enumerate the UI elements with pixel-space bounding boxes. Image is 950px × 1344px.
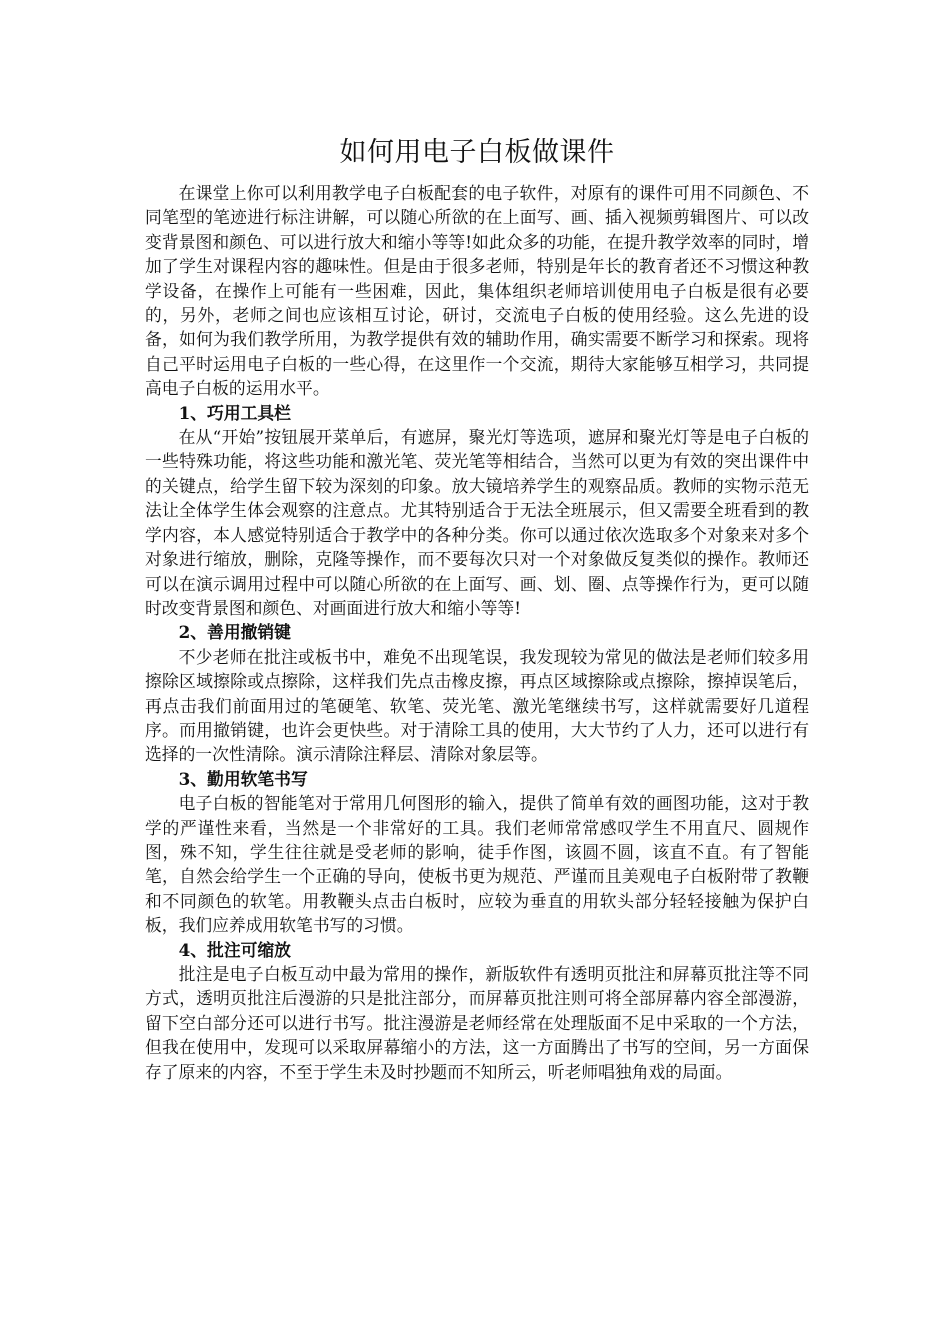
section-body-annotation-zoom: 批注是电子白板互动中最为常用的操作，新版软件有透明页批注和屏幕页批注等不同方式，透明页批注后漫游的只是批注部分，而屏幕页批注则可将全部屏幕内容全部漫游，留下空白部分还可以进行书写。批注漫游是老师经常在处理版面不足中采取的一个方法，但我在使用中，发现可以采取屏幕缩小的方法，这一方面腾出了书写的空间，另一方面保存了原来的内容，不至于学生未及时抄题而不知所云，听老师唱独角戏的局面。 [145, 964, 809, 1082]
section-body-toolbar: 在从“开始”按钮展开菜单后，有遮屏，聚光灯等选项，遮屏和聚光灯等是电子白板的一些特殊功能，将这些功能和激光笔、荧光笔等相结合，当然可以更为有效的突出课件中的关键点，给学生留下较为深刻的印象。放大镜培养学生的观察品质。教师的实物示范无法让全体学生体会观察的注意点。尤其特别适合于无法全班展示，但又需要全班看到的教学内容，本人感觉特别适合于教学中的各种分类。你可以通过依次选取多个对象来对多个对象进行缩放，删除，克隆等操作，而不要每次只对一个对象做反复类似的操作。教师还可以在演示调用过程中可以随心所欲的在上面写、画、划、圈、点等操作行为，更可以随时改变背景图和颜色、对画面进行放大和缩小等等! [145, 427, 809, 618]
section-heading-undo: 2、善用撤销键 [178, 622, 291, 643]
intro-paragraph: 在课堂上你可以利用教学电子白板配套的电子软件，对原有的课件可用不同颜色、不同笔型的笔迹进行标注讲解，可以随心所欲的在上面写、画、插入视频剪辑图片、可以改变背景图和颜色、可以进行放大和缩小等等!如此众多的功能，在提升教学效率的同时，增加了学生对课程内容的趣味性。但是由于很多老师，特别是年长的教育者还不习惯这种教学设备，在操作上可能有一些困难，因此，集体组织老师培训使用电子白板是很有必要的，另外，老师之间也应该相互讨论，研讨，交流电子白板的使用经验。这么先进的设备，如何为我们教学所用，为教学提供有效的辅助作用，确实需要不断学习和探索。现将自己平时运用电子白板的一些心得，在这里作一个交流，期待大家能够互相学习，共同提高电子白板的运用水平。 [145, 183, 809, 399]
document-page [145, 131, 809, 1084]
section-body-undo: 不少老师在批注或板书中，难免不出现笔误，我发现较为常见的做法是老师们较多用擦除区域擦除或点擦除，这样我们先点击橡皮擦，再点区域擦除或点擦除，擦掉误笔后，再点击我们前面用过的笔硬笔、软笔、荧光笔、激光笔继续书写，这样就需要好几道程序。而用撤销键，也许会更快些。对于清除工具的使用，大大节约了人力，还可以进行有选择的一次性清除。演示清除注释层、清除对象层等。 [145, 646, 809, 765]
section-heading-toolbar: 1、巧用工具栏 [178, 402, 291, 423]
section-heading-soft-pen: 3、勤用软笔书写 [178, 768, 308, 789]
section-body-soft-pen: 电子白板的智能笔对于常用几何图形的输入，提供了简单有效的画图功能，这对于教学的严谨性来看，当然是一个非常好的工具。我们老师常常感叹学生不用直尺、圆规作图，殊不知，学生往往就是受老师的影响，徒手作图，该圆不圆，该直不直。有了智能笔，自然会给学生一个正确的导向，使板书更为规范、严谨而且美观电子白板附带了教鞭和不同颜色的软笔。用教鞭头点击白板时，应较为垂直的用软头部分轻轻接触为保护白板，我们应养成用软笔书写的习惯。 [145, 793, 809, 936]
document-title: 如何用电子白板做课件 [339, 137, 615, 168]
section-heading-annotation-zoom: 4、批注可缩放 [178, 939, 291, 960]
